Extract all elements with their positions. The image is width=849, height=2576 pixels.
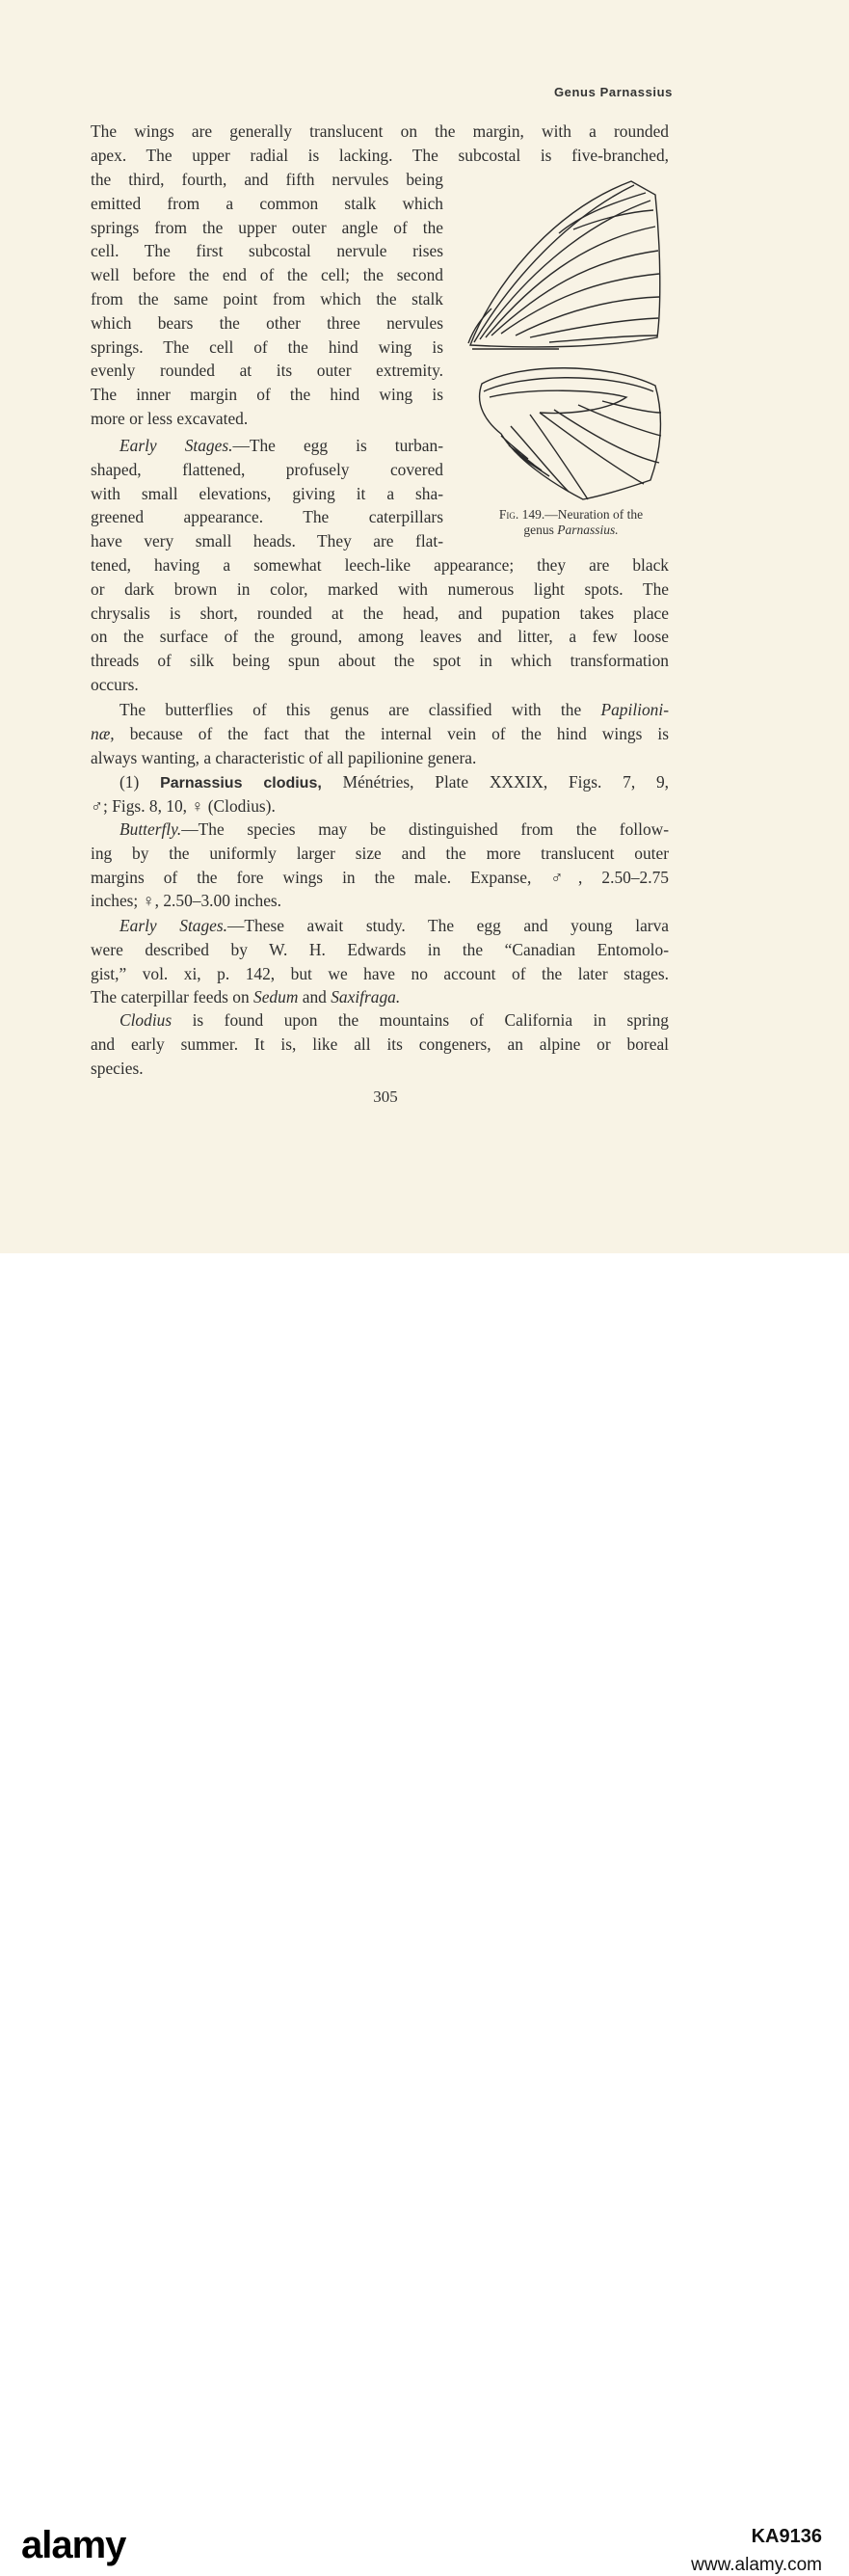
- book-page: [0, 0, 849, 1253]
- classification-paragraph: [91, 698, 669, 769]
- section-label: Early Stages.: [119, 916, 228, 935]
- taxon-name: Papilioni-: [600, 700, 669, 719]
- text-line: or dark brown in color, marked with numerous light spots. The: [91, 578, 669, 599]
- image-id: KA9136: [751, 2526, 822, 2547]
- text-line: well before the end of the cell; the second: [91, 265, 443, 285]
- text-line: [91, 985, 669, 1009]
- section-label: Early Stages.: [119, 436, 233, 455]
- fore-wing-drawing: [468, 181, 660, 349]
- text-line: emitted from a common stalk which: [91, 193, 443, 213]
- figure-caption: [472, 507, 670, 538]
- text-line: shaped, flattened, profusely covered: [91, 459, 443, 479]
- text-line: always wanting, a characteristic of all papilionine genera.: [91, 747, 477, 767]
- text-fragment: The caterpillar feeds on: [91, 987, 250, 1007]
- distribution-paragraph: [91, 1008, 669, 1080]
- plant-name: Saxifraga.: [331, 987, 401, 1007]
- alamy-logo: alamy: [21, 2524, 126, 2566]
- text-fragment: is found upon the mountains of California in spring: [192, 1010, 669, 1030]
- text-line: were described by W. H. Edwards in the “Canadian Entomolo-: [91, 939, 669, 959]
- text-line: [91, 434, 443, 458]
- text-line: ing by the uniformly larger size and the more translucent outer: [91, 843, 669, 863]
- text-line: ♂; Figs. 8, 10, ♀ (Clodius).: [91, 795, 276, 816]
- text-line: The wings are generally translucent on the margin, with a rounded: [91, 121, 669, 141]
- text-line: evenly rounded at its outer extremity.: [91, 361, 443, 381]
- plant-name: Sedum: [253, 987, 299, 1007]
- text-line: [91, 818, 669, 842]
- site-url: www.alamy.com: [691, 2555, 822, 2575]
- figure-label: Fig. 149.: [498, 507, 545, 522]
- text-line: [91, 770, 669, 794]
- caption-text: —Neuration of the: [544, 507, 644, 522]
- text-fragment: —The species may be distinguished from the follow-: [181, 819, 669, 839]
- text-line: springs. The cell of the hind wing is: [91, 336, 443, 357]
- text-fragment: The butterflies of this genus are classified with the: [119, 700, 582, 719]
- text-line: have very small heads. They are flat-: [91, 531, 443, 551]
- text-line: from the same point from which the stalk: [91, 288, 443, 309]
- taxon-name: Clodius: [119, 1010, 172, 1030]
- section-label: Butterfly.: [119, 819, 182, 839]
- text-fragment: Ménétries, Plate XXXIX, Figs. 7, 9,: [342, 772, 669, 792]
- text-line: [91, 722, 669, 746]
- text-line: species.: [91, 1058, 144, 1078]
- running-header: Genus Parnassius: [553, 85, 673, 99]
- text-line: [91, 698, 669, 722]
- text-fragment: because of the fact that the internal vein of the hind wings is: [129, 723, 669, 743]
- genus-name: Parnassius.: [557, 523, 619, 537]
- stock-footer: [0, 1253, 849, 2575]
- species-number: (1): [119, 772, 140, 792]
- text-line: on the surface of the ground, among leaves and litter, a few loose: [91, 627, 669, 647]
- text-line: which bears the other three nervules: [91, 312, 443, 333]
- wing-neuration-figure: [463, 174, 675, 501]
- text-line: with small elevations, giving it a sha-: [91, 483, 443, 503]
- caption-text: genus: [523, 523, 554, 537]
- text-line: occurs.: [91, 674, 139, 694]
- species-name: Parnassius clodius,: [160, 775, 322, 792]
- text-line: inches; ♀, 2.50–3.00 inches.: [91, 891, 282, 911]
- early-stages-continued: [91, 553, 669, 697]
- butterfly-paragraph: [91, 818, 669, 913]
- early-stages-2-paragraph: [91, 914, 669, 1009]
- text-line: and early summer. It is, like all its congeners, an alpine or boreal: [91, 1033, 669, 1054]
- page-number: 305: [373, 1087, 398, 1106]
- text-fragment: and: [302, 987, 327, 1007]
- text-line: [91, 914, 669, 938]
- text-line: The inner margin of the hind wing is: [91, 385, 443, 405]
- text-line: cell. The first subcostal nervule rises: [91, 241, 443, 261]
- species-heading: [91, 770, 669, 818]
- text-line: the third, fourth, and fifth nervules being: [91, 170, 443, 189]
- text-line: apex. The upper radial is lacking. The subcostal is five-branched,: [91, 145, 669, 165]
- caption-line: [472, 507, 670, 523]
- intro-paragraph-top: [91, 120, 669, 168]
- text-line: margins of the fore wings in the male. Expanse, ♂, 2.50–2.75: [91, 867, 669, 887]
- text-line: gist,” vol. xi, p. 142, but we have no account of the later stages.: [91, 963, 669, 983]
- text-line: chrysalis is short, rounded at the head, and pupation takes place: [91, 603, 669, 623]
- intro-paragraph-narrow: [91, 168, 443, 431]
- text-line: springs from the upper outer angle of the: [91, 217, 443, 237]
- taxon-name: næ,: [91, 723, 115, 743]
- caption-line: [472, 523, 670, 538]
- text-line: threads of silk being spun about the spot in which transformation: [91, 651, 669, 671]
- text-fragment: —The egg is turban-: [232, 436, 443, 455]
- text-fragment: —These await study. The egg and young larva: [227, 916, 669, 935]
- text-line: tened, having a somewhat leech-like appearance; they are black: [91, 555, 669, 575]
- early-stages-paragraph: [91, 434, 443, 553]
- text-line: [91, 1008, 669, 1033]
- text-line: more or less excavated.: [91, 408, 249, 428]
- hind-wing-drawing: [480, 368, 661, 499]
- text-line: greened appearance. The caterpillars: [91, 507, 443, 527]
